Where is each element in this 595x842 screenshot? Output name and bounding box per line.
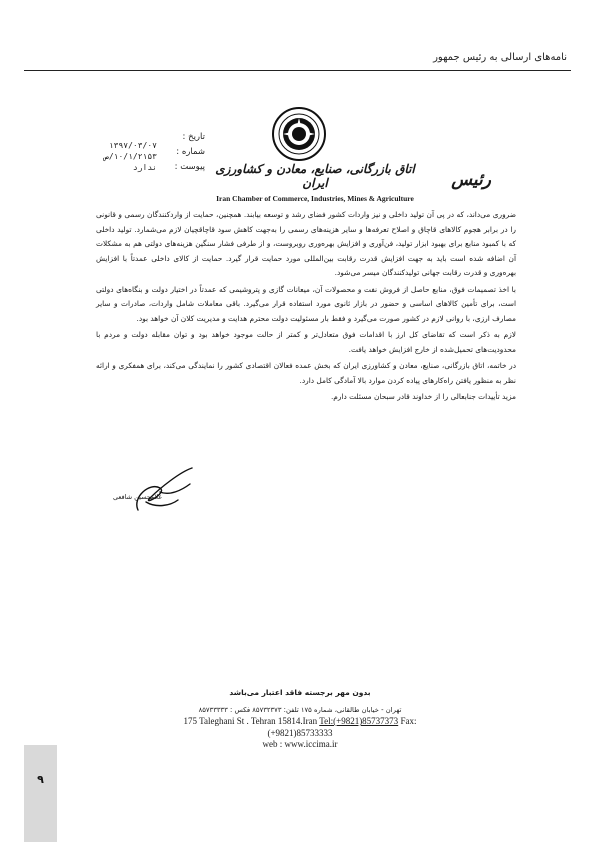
attachment-value: ندارد — [132, 163, 157, 172]
number-label: شماره : — [176, 147, 205, 157]
page-number: ۹ — [37, 773, 44, 786]
body-paragraph: با اخذ تصمیمات فوق، منابع حاصل از فروش نفت و محصولات آن، میعانات گازی و پتروشیمی که عمدتاً در اختیار دولت و بنگاه‌های دولتی است، برای تأمین کالاهای اساسی و حضور در بازار ثانوی مورد استفاده قرار می‌گیرد. باقی معاملات شامل واردات، صادرات و سایر مصارف ارزی، با روانی لازم در کشور صورت می‌گیرد و فقط بار مسئولیت دولت محترم هدایت و مدیریت کلان آن خواهد بود. — [96, 284, 516, 323]
address-en-street: 175 Taleghani St . Tehran 15814.Iran — [183, 716, 320, 726]
body-paragraph: مزید تأییدات جنابعالی را از خداوند قادر سبحان مسئلت دارم. — [330, 392, 516, 401]
phone-link[interactable]: Tel:(+9821)85737373 — [319, 716, 399, 726]
letter-body — [96, 208, 516, 407]
attachment-label: پیوست : — [174, 162, 205, 172]
body-paragraph: لازم به ذکر است که تقاضای کل ارز با اقدامات فوق متعادل‌تر و کمتر از حالت موجود خواهد بود و توان مقابله دولت و مردم با محدودیت‌های تحمیل‌شده از خارج افزایش خواهد یافت. — [96, 330, 516, 354]
website-link[interactable]: web : www.iccima.ir — [262, 739, 338, 749]
fax-text: Fax: (+9821)85733333 — [267, 716, 417, 738]
handwritten-signature — [120, 462, 210, 517]
address-fa: تهران - خیابان طالقانی، شماره ۱۷۵ تلفن: ۸۵۷۳۲۳۷۳ فکس : ۸۵۷۳۳۳۳۳ — [198, 706, 402, 714]
meta-labels — [165, 130, 205, 175]
date-label: تاریخ : — [182, 132, 205, 142]
page-number-tab — [24, 745, 57, 842]
org-name-en: Iran Chamber of Commerce, Industries, Mines & Agriculture — [216, 194, 414, 203]
chamber-seal-logo — [271, 106, 327, 162]
body-paragraph: ضروری می‌داند، که در پی آن تولید داخلی و نیز واردات کشور فضای رشد و توسعه بیابند. همچنین، حمایت از واردکنندگان رسمی و قانونی را در برابر هجوم کالاهای قاچاق و اصلاح تعرفه‌ها و سایر هزینه‌های رسمی را به‌جهت کاهش سود قاچاقچیان لازم می‌شمارد. تولید داخلی که با کمبود منابع برای بهبود ابزار تولید، فن‌آوری و افزایش بهره‌وری روبروست، و از طرفی فشار سنگین هزینه‌های دولتی هم به مشکلات آن اضافه شده است باید به جهت افزایش قدرت رقابت بین‌المللی مورد حمایت قرار گیرد. حمایت از کالای داخلی عمدتاً با افزایش بهره‌وری و قدرت رقابت جهانی تولیدکنندگان میسر می‌شود. — [96, 210, 516, 277]
validity-notice: بدون مهر برجسته فاقد اعتبار می‌باشد — [229, 688, 371, 697]
running-head: نامه‌های ارسالی به رئیس جمهور — [433, 52, 567, 63]
letter-footer — [150, 688, 450, 750]
date-value: ۱۳۹۷/۰۳/۰۷ — [108, 141, 157, 150]
letter-title: رئیس — [451, 170, 491, 190]
address-en — [150, 715, 450, 739]
body-paragraph: در خاتمه، اتاق بازرگانی، صنایع، معادن و کشاورزی ایران که بخش عمده فعالان اقتصادی کشور را نمایندگی می‌کند، برای همفکری و ارائه نظر به منظور یافتن راه‌کارهای پیاده کردن موارد بالا آمادگی کامل دارد. — [96, 361, 516, 385]
header-rule — [24, 70, 571, 71]
meta-values — [95, 140, 157, 173]
number-value: ۱۰/۱/۲۱۵۳/ص — [104, 152, 157, 161]
org-name-fa: اتاق بازرگانی، صنایع، معادن و کشاورزی ایران — [215, 162, 415, 190]
signer-name: غلامحسین شافعی — [113, 493, 162, 501]
